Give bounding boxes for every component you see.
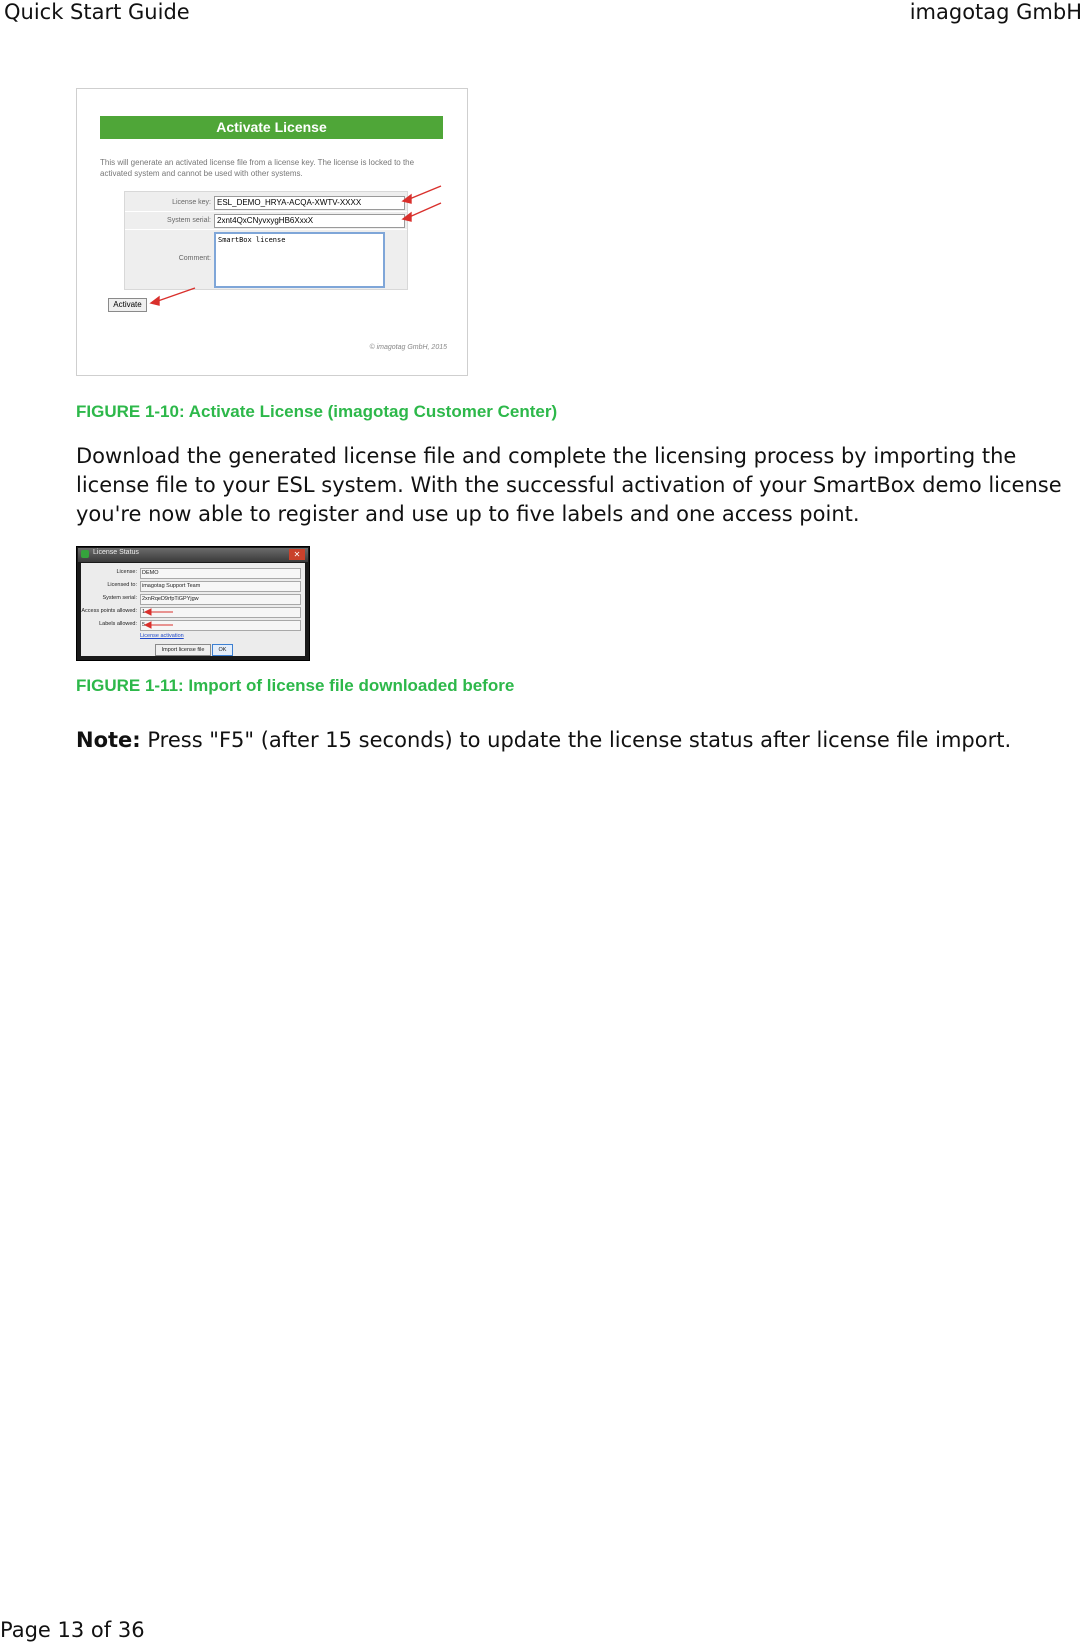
license-key-label: License key: <box>172 199 211 206</box>
arrow-license-key <box>407 186 441 200</box>
comment-label: Comment: <box>178 255 211 262</box>
figure-caption-1-11: FIGURE 1-11: Import of license file downloaded before <box>76 676 515 695</box>
status-label: Licensed to: <box>107 582 137 588</box>
arrow-activate <box>155 288 195 302</box>
system-serial-label: System serial: <box>167 217 211 224</box>
status-value: DEMO <box>140 568 301 579</box>
comment-textarea[interactable]: SmartBox license <box>214 232 385 288</box>
status-label: System serial: <box>102 595 137 601</box>
status-label: Access points allowed: <box>81 608 137 614</box>
status-label: Labels allowed: <box>99 621 137 627</box>
copyright-text: © imagotag GmbH, 2015 <box>369 344 447 351</box>
activate-button[interactable]: Activate <box>108 298 147 312</box>
status-annotation-arrows <box>81 563 305 658</box>
license-key-input[interactable]: ESL_DEMO_HRYA-ACQA-XWTV-XXXX <box>214 196 405 210</box>
license-status-titlebar <box>78 548 308 562</box>
body-paragraph: Download the generated license file and complete the licensing process by importing the license file to your ESL system. With the successful activation of your SmartBox demo license you're now able to register and use up to five labels and one access point. <box>76 444 1062 526</box>
activate-license-title: Activate License <box>100 116 443 139</box>
import-license-file-button[interactable]: Import license file <box>155 644 211 656</box>
status-value: imagotag Support Team <box>140 581 301 592</box>
header-doc-title: Quick Start Guide <box>4 0 190 24</box>
page-number: Page 13 of 36 <box>0 1618 145 1642</box>
figure-caption-1-10: FIGURE 1-10: Activate License (imagotag Customer Center) <box>76 402 558 421</box>
note-label: Note: <box>76 728 141 752</box>
ok-button[interactable]: OK <box>212 644 233 656</box>
activate-intro-text: This will generate an activated license file from a license key. The license is locked to the activated system and cannot be used with other systems. <box>100 158 415 178</box>
status-label: License: <box>116 569 137 575</box>
figure-license-status <box>76 546 310 661</box>
app-icon <box>81 550 89 558</box>
license-status-body <box>81 563 305 656</box>
note-text: Press "F5" (after 15 seconds) to update the license status after license file import. <box>140 728 1012 752</box>
status-value: 2xnRqeD9rfpTiGPYjgw <box>140 594 301 605</box>
status-value: 1 <box>140 607 301 618</box>
note-paragraph <box>76 728 1011 752</box>
license-activation-link[interactable]: License activation <box>140 633 184 639</box>
license-status-title: License Status <box>93 549 139 556</box>
figure-activate-license <box>76 88 468 376</box>
header-company: imagotag GmbH <box>909 0 1082 24</box>
annotation-arrows <box>77 89 467 375</box>
arrow-system-serial <box>407 203 441 218</box>
system-serial-input[interactable]: 2xnt4QxCNyvxygHB6XxxX <box>214 214 405 228</box>
close-icon[interactable]: ✕ <box>289 549 305 560</box>
status-value: 5 <box>140 620 301 631</box>
